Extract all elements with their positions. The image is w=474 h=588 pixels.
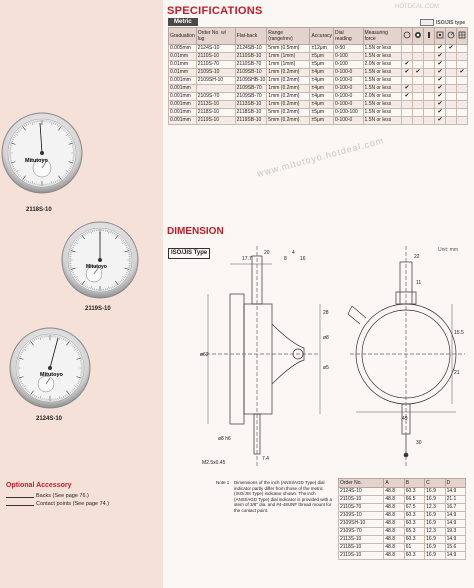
spec-cell-lug: 2109S-70 [196, 93, 235, 101]
spec-check-2 [412, 85, 423, 93]
gauge-2118s-brand: Mitutoyo [25, 158, 48, 164]
dim-row [339, 536, 466, 544]
gauge-caption-2124s: 2124S-10 [36, 416, 63, 422]
spec-cell-acc: ±12μm [310, 45, 334, 53]
dim-cell: 60.3 [404, 512, 424, 520]
spec-icon-col-3 [423, 28, 434, 45]
spec-cell-dial: 0-100-0 [334, 93, 364, 101]
dim-cell: 2113S-10 [339, 536, 384, 544]
spec-cell-range: 5mm (0.5mm) [267, 45, 310, 53]
dim-label-thread: M2.5x0.45 [202, 460, 226, 466]
spec-row [169, 77, 468, 85]
spec-check-2 [412, 53, 423, 61]
spec-check-1 [401, 117, 412, 125]
dim-label-phi8: ø8 [323, 335, 329, 341]
dim-cell: 48.8 [384, 512, 404, 520]
spec-header-range: Range (range/rev) [267, 28, 310, 45]
dim-cell: 16.9 [425, 496, 445, 504]
dim-row [339, 528, 466, 536]
spec-row [169, 53, 468, 61]
spec-check-1 [401, 53, 412, 61]
dial-face-icon [403, 31, 411, 39]
top-right-watermark: HOTDEAL.COM [395, 4, 440, 10]
dim-cell: 16.9 [425, 520, 445, 528]
spec-cell-range: 1mm (0.2mm) [267, 93, 310, 101]
dim-cell: 60.3 [404, 552, 424, 560]
spec-row [169, 101, 468, 109]
spec-row [169, 109, 468, 117]
spec-check-2 [412, 93, 423, 101]
spec-cell-flat: 2118SB-10 [235, 109, 267, 117]
spec-check-5 [445, 101, 456, 109]
gauge-caption-2118s: 2118S-10 [26, 207, 52, 213]
dim-label-16: 16 [300, 256, 306, 262]
dim-cell: 16.9 [425, 544, 445, 552]
dimension-header-row [339, 479, 466, 488]
dim-cell: 16.9 [425, 512, 445, 520]
spec-cell-force: 1.5N or less [363, 77, 401, 85]
spec-check-1: ✔ [401, 61, 412, 69]
specifications-heading: SPECIFICATIONS [167, 5, 263, 17]
spec-check-4: ✔ [434, 117, 445, 125]
spec-check-3 [423, 101, 434, 109]
gauge-2118s [2, 113, 82, 193]
dim-label-28: 28 [323, 310, 329, 316]
dim-cell: 60.3 [404, 488, 424, 496]
spec-cell-range: 1mm (0.2mm) [267, 69, 310, 77]
dim-label-phi62: ø62 [200, 352, 209, 358]
spec-cell-acc: ±5μm [310, 109, 334, 117]
limit-hand-icon [447, 31, 455, 39]
spec-check-6 [456, 93, 467, 101]
spec-cell-force: 1.5N or less [363, 117, 401, 125]
dim-cell: 16.9 [425, 552, 445, 560]
spec-row [169, 69, 468, 77]
spec-cell-flat: 2119SB-10 [235, 117, 267, 125]
dim-cell: 14.9 [445, 552, 465, 560]
spec-check-3 [423, 45, 434, 53]
spec-check-4: ✔ [434, 109, 445, 117]
spec-cell-flat: 2124SB-10 [235, 45, 267, 53]
spec-cell-flat: 2113SB-10 [235, 101, 267, 109]
dim-cell: 16.9 [425, 536, 445, 544]
spec-cell-dial: 0-100-0 [334, 117, 364, 125]
spec-cell-lug: 2110S-10 [196, 53, 235, 61]
dimension-table [338, 478, 466, 560]
spec-cell-flat: 2109SB-10 [235, 69, 267, 77]
dim-cell: 48.8 [384, 520, 404, 528]
spec-check-3 [423, 85, 434, 93]
spec-check-4: ✔ [434, 93, 445, 101]
dim-cell: 2109S-10 [339, 512, 384, 520]
spec-check-4: ✔ [434, 53, 445, 61]
dim-cell: 48.8 [384, 552, 404, 560]
dim-label-30: 30 [416, 440, 422, 446]
dim-cell: 61 [404, 544, 424, 552]
dim-header-a: A [384, 479, 404, 488]
dim-cell: 2110S-70 [339, 504, 384, 512]
spec-check-3 [423, 117, 434, 125]
spec-cell-lug: 2124S-10 [196, 45, 235, 53]
dim-row [339, 496, 466, 504]
spec-cell-flat: 2109SB-70 [235, 85, 267, 93]
spec-cell-force: 1.5N or less [363, 109, 401, 117]
spec-check-5 [445, 69, 456, 77]
spec-header-graduation: Graduation [169, 28, 197, 45]
gauge-caption-2119s: 2119S-10 [85, 306, 111, 312]
spec-check-5 [445, 53, 456, 61]
spec-cell-acc: ±5μm [310, 53, 334, 61]
gauge-illustrations [0, 0, 160, 470]
spec-cell-range: 5mm (0.2mm) [267, 117, 310, 125]
spec-cell-grad: 0.001mm [169, 101, 197, 109]
dim-row [339, 488, 466, 496]
spec-cell-grad: 0.01mm [169, 61, 197, 69]
spec-cell-acc: ±4μm [310, 85, 334, 93]
dim-header-c: C [425, 479, 445, 488]
side-body-outline [230, 294, 244, 424]
spec-check-1 [401, 45, 412, 53]
spec-check-5 [445, 85, 456, 93]
lug-back-icon [436, 31, 444, 39]
dim-cell: 16.7 [445, 504, 465, 512]
spec-cell-acc: ±4μm [310, 101, 334, 109]
spec-check-2 [412, 61, 423, 69]
spec-cell-dial: 0-100-0 [334, 101, 364, 109]
gauge-2124s-brand: Mitutoyo [40, 372, 63, 378]
spec-cell-dial: 0-50 [334, 45, 364, 53]
spec-row [169, 117, 468, 125]
dim-cell: 60.3 [404, 536, 424, 544]
dim-cell: 12.3 [425, 528, 445, 536]
dim-cell: 14.9 [445, 520, 465, 528]
spec-cell-range: 1mm (0.2mm) [267, 77, 310, 85]
spec-cell-grad: 0.005mm [169, 45, 197, 53]
dim-header-order: Order No. [339, 479, 384, 488]
dimension-heading: DIMENSION [167, 226, 224, 237]
spec-check-5 [445, 77, 456, 85]
dim-label-17: 17.7 [242, 256, 252, 262]
spec-check-4: ✔ [434, 61, 445, 69]
spec-check-2 [412, 101, 423, 109]
spec-check-3 [423, 109, 434, 117]
dim-row [339, 520, 466, 528]
spec-cell-acc: ±4μm [310, 93, 334, 101]
dim-label-22: 22 [414, 254, 420, 260]
dim-row [339, 512, 466, 520]
spec-body [169, 45, 468, 125]
dim-cell: 14.9 [445, 536, 465, 544]
spec-cell-range: 5mm (0.2mm) [267, 109, 310, 117]
spec-cell-force: 1.5N or less [363, 53, 401, 61]
spec-row [169, 61, 468, 69]
spec-cell-acc: ±4μm [310, 77, 334, 85]
spec-cell-lug: 2118S-10 [196, 109, 235, 117]
dim-cell: 15.6 [445, 544, 465, 552]
spec-check-2 [412, 77, 423, 85]
dim-label-49: 49 [402, 416, 408, 422]
spec-check-6 [456, 77, 467, 85]
spec-header-dial: Dial reading [334, 28, 364, 45]
spec-check-6 [456, 117, 467, 125]
dim-cell: 48.8 [384, 536, 404, 544]
dim-cell: 14.9 [445, 512, 465, 520]
dim-cell: 48.8 [384, 528, 404, 536]
accessory-backs-link[interactable]: Backs (See page 76.) [36, 493, 89, 499]
spec-cell-lug: 2113S-10 [196, 101, 235, 109]
dim-row [339, 504, 466, 512]
spec-cell-acc: ±4μm [310, 69, 334, 77]
spec-cell-dial: 0-100-0 [334, 69, 364, 77]
spec-check-1 [401, 109, 412, 117]
spec-cell-flat: 2109SHB-10 [236, 77, 266, 83]
dim-cell: 2124S-10 [339, 488, 384, 496]
side-bezel-outline [244, 304, 272, 414]
spec-icon-col-6 [456, 28, 467, 45]
spec-check-6 [456, 61, 467, 69]
spec-check-6 [456, 101, 467, 109]
dim-cell: 60.3 [404, 520, 424, 528]
iso-type-legend [420, 19, 465, 26]
note-label: Note 1 [216, 480, 230, 485]
dim-cell: 2109SH-10 [339, 520, 384, 528]
dimension-drawing [180, 244, 470, 472]
spec-cell-force: 1.5N or less [363, 69, 401, 77]
spec-header-accuracy: Accuracy [310, 28, 334, 45]
spec-row [169, 45, 468, 53]
dim-label-phi5: ø5 [323, 365, 329, 371]
spec-check-5 [445, 117, 456, 125]
dim-cell: 2119S-10 [339, 552, 384, 560]
spec-cell-force: 2.0N or less [363, 93, 401, 101]
spec-cell-dial: 0-100-100 [334, 109, 364, 117]
spec-cell-flat: 2109SB-70 [235, 93, 267, 101]
dim-cell: 2110S-10 [339, 496, 384, 504]
spec-cell-grad: 0.001mm [169, 117, 197, 125]
dim-header-d: D [445, 479, 465, 488]
spec-header-row [169, 28, 468, 45]
spec-cell-range: 1mm (1mm) [267, 61, 310, 69]
spec-check-6 [456, 109, 467, 117]
dim-row [339, 544, 466, 552]
spec-check-6 [456, 53, 467, 61]
spec-cell-grad: 0.001mm [169, 85, 197, 93]
metric-tab: Metric [168, 18, 198, 26]
dim-body [339, 488, 466, 560]
dim-row [339, 552, 466, 560]
dim-cell: 48.8 [384, 488, 404, 496]
dim-cell: 48.8 [384, 544, 404, 552]
spec-cell-grad: 0.001mm [169, 77, 197, 85]
spec-cell-grad: 0.001mm [169, 109, 197, 117]
spec-cell-acc: ±5μm [310, 61, 334, 69]
grid-icon [458, 31, 466, 39]
dim-label-74: 7.4 [262, 456, 269, 462]
note-text: Dimensions of the inch (ANSI/AGD Type) dial indicator partly differ from those of the metric (ISO/JIS Type) indicator shown. The inch (ANSI/AGD Type) dial indicator is provided with a stem of 3/8" dia. and #4-48UNF thread mount for the contact point. [234, 480, 332, 513]
front-lifting-lever [348, 306, 366, 324]
spec-cell-dial: 0-100 [334, 53, 364, 61]
spec-cell-flat: 2110SB-70 [235, 61, 267, 69]
dim-label-155: 15.5 [454, 330, 464, 336]
spec-check-1: ✔ [401, 69, 412, 77]
dim-cell: 21.1 [445, 496, 465, 504]
spec-check-1 [401, 101, 412, 109]
site-watermark: www.mitutoyo.hotdeal.com [255, 135, 386, 179]
unit-label: Unit: mm [438, 247, 458, 253]
spec-check-5 [445, 109, 456, 117]
spec-cell-grad: 0.01mm [169, 69, 197, 77]
spec-cell-lug [196, 85, 235, 93]
spec-cell-lug: 2109SH-10 [196, 77, 235, 85]
spec-check-1: ✔ [401, 85, 412, 93]
spec-check-2: ✔ [412, 69, 423, 77]
iso-jis-type-label: ISO/JIS Type [168, 248, 210, 259]
spec-cell-lug: 2109S-10 [196, 69, 235, 77]
accessory-rule-2 [6, 505, 34, 506]
spec-check-1: ✔ [401, 93, 412, 101]
spec-check-2 [412, 45, 423, 53]
dim-cell: 16.9 [425, 488, 445, 496]
spec-check-3 [423, 69, 434, 77]
spec-icon-col-4 [434, 28, 445, 45]
spec-cell-lug: 2110S-70 [196, 61, 235, 69]
accessory-contact-points-link[interactable]: Contact points (See page 74.) [36, 501, 110, 507]
dim-label-8: 8 [284, 256, 287, 262]
spec-check-1 [401, 77, 412, 85]
spec-check-2 [412, 109, 423, 117]
spec-cell-grad: 0.01mm [169, 53, 197, 61]
stem-icon [425, 31, 433, 39]
dim-label-21: 21 [454, 370, 460, 376]
iso-legend-swatch [420, 19, 434, 26]
spec-cell-range: 1mm (0.2mm) [267, 85, 310, 93]
spec-check-4: ✔ [434, 45, 445, 53]
gauge-2119s [62, 222, 138, 298]
dim-cell: 14.9 [445, 488, 465, 496]
spec-cell-range: 1mm (1mm) [267, 53, 310, 61]
dim-label-wf: ø8 h6 [218, 436, 231, 442]
spec-check-5: ✔ [445, 45, 456, 53]
spec-cell-grad: 0.001mm [169, 93, 197, 101]
spec-check-3 [423, 61, 434, 69]
spec-icon-col-1 [401, 28, 412, 45]
dim-label-4: 4 [292, 250, 295, 256]
optional-accessory-heading: Optional Accessory [6, 482, 72, 489]
spec-header-flat: Flat-back [235, 28, 267, 45]
bezel-icon [414, 31, 422, 39]
dim-cell: 19.3 [445, 528, 465, 536]
spec-header-force: Measuring force [363, 28, 401, 45]
spec-row [169, 85, 468, 93]
spec-cell-force: 1.5N or less [363, 101, 401, 109]
spec-check-4: ✔ [434, 69, 445, 77]
spec-check-6 [456, 85, 467, 93]
dim-cell: 67.5 [404, 504, 424, 512]
spec-check-3 [423, 93, 434, 101]
spec-check-3 [423, 53, 434, 61]
accessory-rule-1 [6, 497, 34, 498]
spec-cell-range: 1mm (0.2mm) [267, 101, 310, 109]
spec-cell-dial: 0-100-0 [334, 77, 364, 85]
spec-check-6 [456, 45, 467, 53]
spec-check-5 [445, 93, 456, 101]
gauge-2119s-brand: Mitutoyo [86, 264, 107, 270]
dim-cell: 2109S-70 [339, 528, 384, 536]
spec-check-6: ✔ [456, 69, 467, 77]
spec-cell-force: 1.5N or less [363, 85, 401, 93]
spec-icon-col-2 [412, 28, 423, 45]
dim-cell: 65.3 [404, 528, 424, 536]
dim-cell: 12.3 [425, 504, 445, 512]
spec-check-5 [445, 61, 456, 69]
gauge-2124s [10, 328, 90, 408]
iso-legend-label: ISO/JIS type [436, 19, 466, 26]
spec-icon-col-5 [445, 28, 456, 45]
dim-label-11: 11 [416, 280, 422, 286]
spec-header-lug: Order No. w/ lug [196, 28, 235, 45]
spec-check-2 [412, 117, 423, 125]
spec-check-4: ✔ [434, 101, 445, 109]
specifications-table [168, 27, 468, 125]
spec-cell-dial: 0-100 [334, 61, 364, 69]
dim-cell: 48.8 [384, 504, 404, 512]
dim-header-b: B [404, 479, 424, 488]
spec-check-3 [423, 77, 434, 85]
dim-label-20: 20 [264, 250, 270, 256]
spec-cell-force: 2.0N or less [363, 61, 401, 69]
dim-cell: 2118S-10 [339, 544, 384, 552]
spec-cell-lug: 2119S-10 [196, 117, 235, 125]
dim-cell: 66.5 [404, 496, 424, 504]
spec-check-4: ✔ [434, 77, 445, 85]
spec-cell-acc: ±5μm [310, 117, 334, 125]
spec-cell-flat: 2110SB-10 [235, 53, 267, 61]
spec-row [169, 93, 468, 101]
dim-cell: 48.8 [384, 496, 404, 504]
spec-check-4: ✔ [434, 85, 445, 93]
spec-cell-force: 1.5N or less [363, 45, 401, 53]
spec-cell-dial: 0-100-0 [334, 85, 364, 93]
